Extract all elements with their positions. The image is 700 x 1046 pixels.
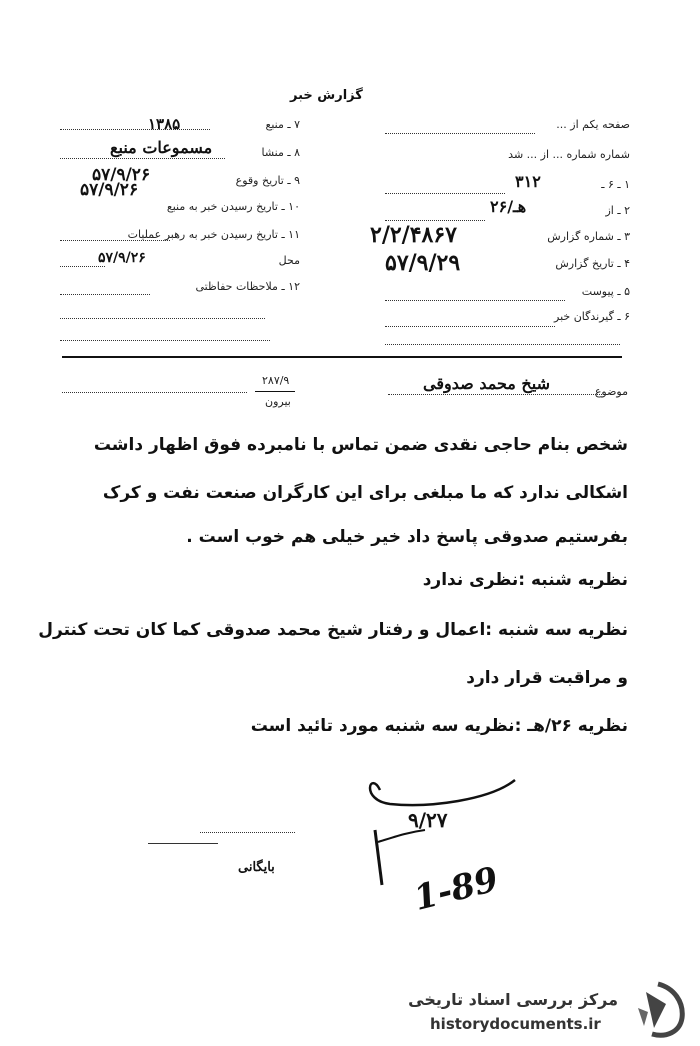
subject-value: شیخ محمد صدوقی [423, 374, 550, 393]
form-field-label: ۱ ـ ۶ ـ [601, 178, 630, 191]
form-field-label: ۴ ـ تاریخ گزارش [555, 257, 630, 270]
handwritten-file-number: 1-89 [410, 859, 503, 919]
body-line: نظریه شنبه :نظری ندارد [422, 570, 628, 590]
form-field-label: ۱۱ ـ تاریخ رسیدن خبر به رهبر عملیات [127, 228, 300, 241]
form-field-label: ۷ ـ منبع [265, 118, 300, 131]
form-field-value: ۳۱۲ [515, 172, 541, 191]
form-field-label: ۲ ـ از [605, 204, 630, 217]
form-field-label: ۹ ـ تاریخ وقوع [235, 174, 300, 187]
handwritten-note: بایگانی [238, 860, 275, 875]
body-line: نظریه ۲۶/هـ :نظریه سه شنبه مورد تائید است [250, 716, 628, 736]
form-field-label: ۶ ـ گیرندگان خبر [554, 310, 630, 323]
body-line: بفرستیم صدوقی پاسخ داد خیر خیلی هم خوب است . [186, 527, 628, 547]
form-field-value: ۵۷/۹/۲۶ [98, 250, 146, 266]
routing-mark-line [255, 391, 295, 392]
form-field-label: صفحه یکم از ... [556, 118, 630, 131]
form-field-label: شماره شماره ... از ... شد [508, 148, 630, 161]
subject-label: موضوع [594, 385, 628, 398]
routing-mark-bottom: بیرون [265, 395, 291, 408]
form-field-label: ۳ ـ شماره گزارش [547, 230, 630, 243]
form-field-label: ۱۲ ـ ملاحظات حفاظتی [195, 280, 300, 293]
form-field-label: ۵ ـ پیوست [581, 285, 630, 298]
form-field-value: مسموعات منبع [110, 138, 213, 157]
body-line: و مراقبت قرار دارد [466, 668, 628, 688]
routing-mark-top: ۲۸۷/۹ [262, 374, 290, 387]
form-field-label: ۸ ـ منشا [261, 146, 300, 159]
watermark-url: historydocuments.ir [430, 1015, 601, 1033]
form-field-label: محل [278, 254, 300, 267]
form-field-value: ۱۳۸۵ [148, 115, 181, 133]
form-field-value: ۵۷/۹/۲۶ [92, 165, 151, 185]
form-field-value: ۲۶/هـ [490, 197, 527, 216]
form-field-value: ۵۷/۹/۲۹ [385, 250, 461, 276]
watermark-title: مرکز بررسی اسناد تاریخی [408, 990, 618, 1009]
body-line: شخص بنام حاجی نقدی ضمن تماس با نامبرده فوق اظهار داشت [93, 435, 628, 455]
handwritten-date: ۹/۲۷ [408, 808, 448, 832]
page-title: گزارش خبر [290, 88, 363, 103]
archive-logo-icon [626, 978, 690, 1042]
form-field-value: ۵۷/۹/۲۶ [80, 180, 139, 200]
header-divider [62, 356, 622, 358]
form-field-label: ۱۰ ـ تاریخ رسیدن خبر به منبع [166, 200, 300, 213]
body-line: نظریه سه شنبه :اعمال و رفتار شیخ محمد صدوقی کما کان تحت کنترل [38, 620, 628, 640]
body-line: اشکالی ندارد که ما مبلغی برای این کارگران صنعت نفت و کرک [102, 483, 628, 503]
form-field-value: ۲/۲/۴۸۶۷ [370, 222, 457, 248]
